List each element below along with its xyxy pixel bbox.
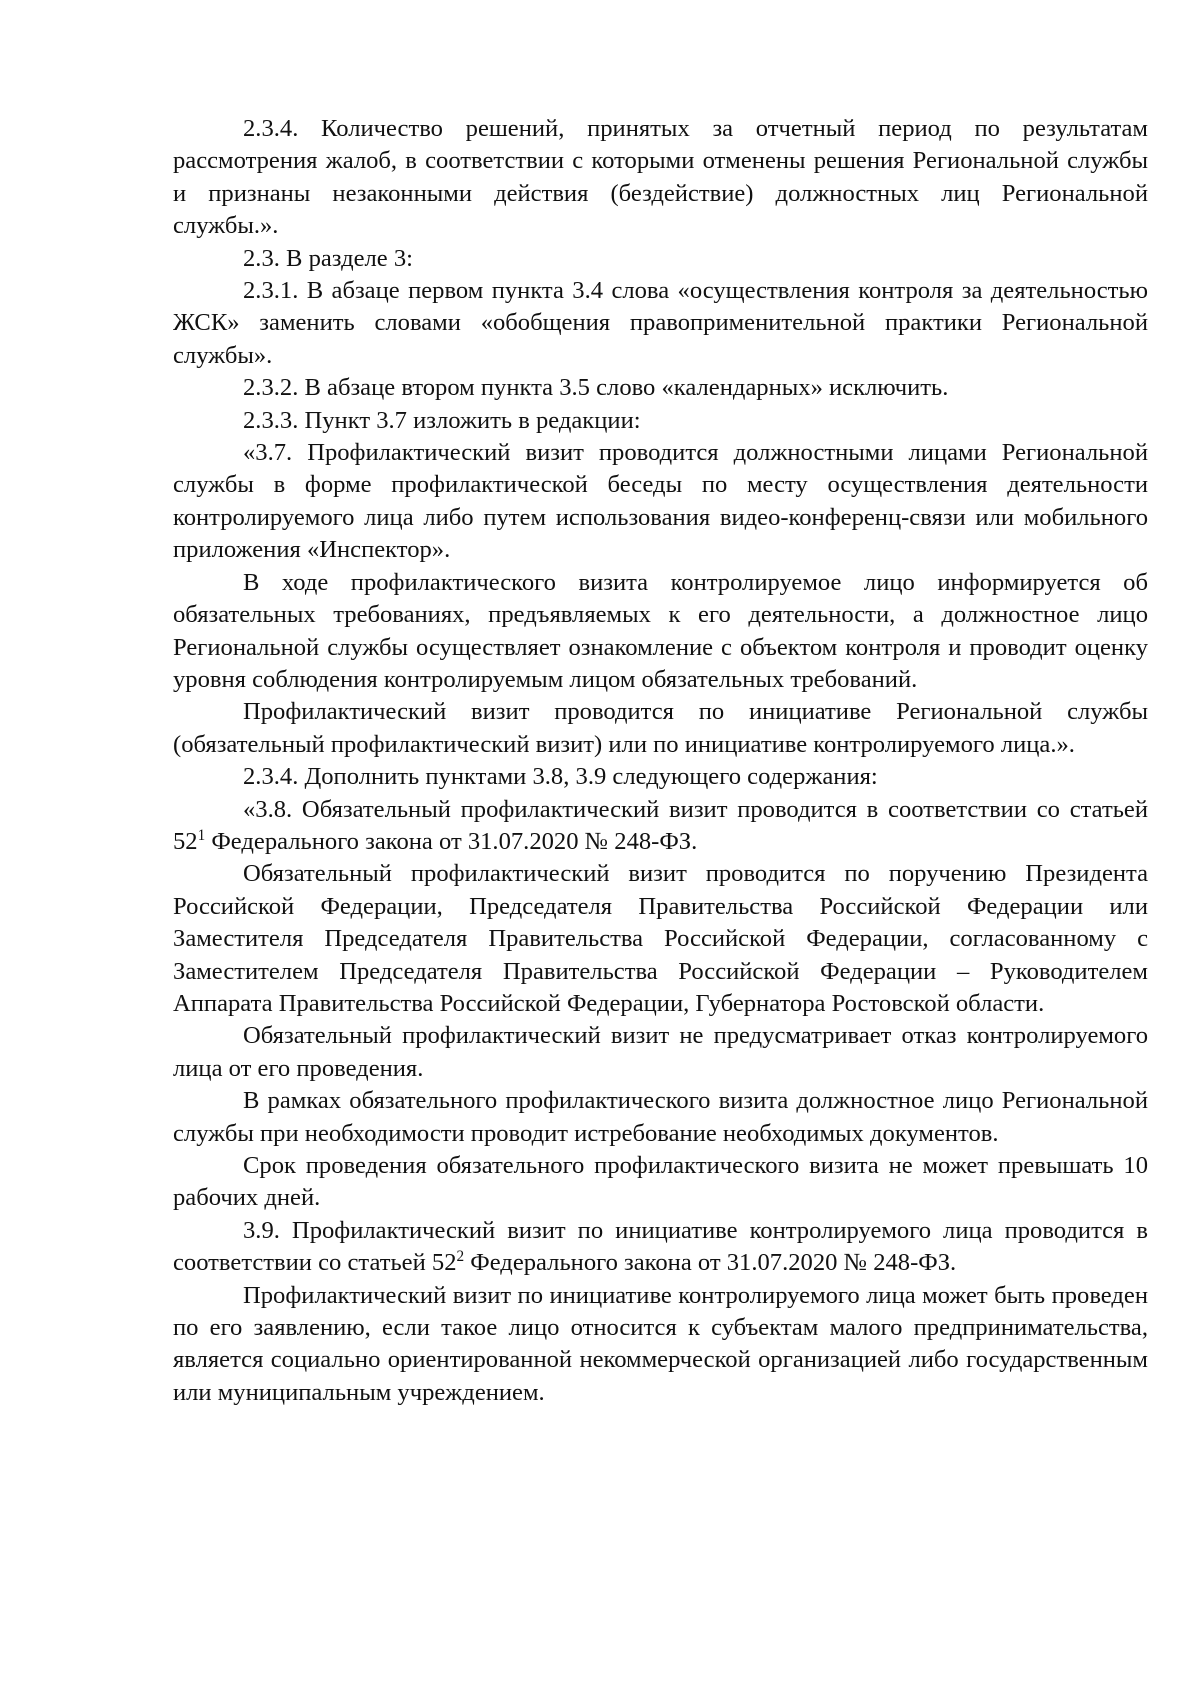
paragraph-3-7-informing: В ходе профилактического визита контролируемое лицо информируется об обязательных требованиях, предъявляемых к его деятельности, а должностное лицо Региональной службы осуществляет ознакомление с объектом контроля и проводит оценку уровня соблюдения контролируемым лицом обязательных требований. [173, 568, 1148, 693]
paragraph-3-8 [173, 794, 1148, 859]
paragraph-3-8-instruction: Обязательный профилактический визит проводится по поручению Президента Российской Федерации, Председателя Правительства Российской Федерации или Заместителя Председателя Правительства Российской Федерации, согласованному с Заместителем Председателя Правительства Российской Федерации – Руководителем Аппарата Правительства Российской Федерации, Губернатора Ростовской области. [173, 860, 1148, 1017]
paragraph-2-3-4-complaints: 2.3.4. Количество решений, принятых за отчетный период по результатам рассмотрения жалоб, в соответствии с которыми отменены решения Региональной службы и признаны незаконными действия (бездействие) должностных лиц Региональной службы.». [173, 115, 1148, 240]
paragraph-3-8-text-before: «3.8. Обязательный профилактический визит проводится в соответствии со статьей 52 [173, 795, 1148, 855]
paragraph-3-8-text-after: Федерального закона от 31.07.2020 № 248-ФЗ. [205, 827, 698, 855]
paragraph-section-3-heading: 2.3. В разделе 3: [243, 244, 413, 272]
document-body [173, 113, 1148, 1409]
superscript-1: 1 [197, 826, 206, 844]
paragraph-2-3-2: 2.3.2. В абзаце втором пункта 3.5 слово «календарных» исключить. [243, 374, 949, 402]
paragraph-3-8-duration: Срок проведения обязательного профилактического визита не может превышать 10 рабочих дней. [173, 1152, 1148, 1212]
paragraph-3-9-text-before: 3.9. Профилактический визит по инициативе контролируемого лица проводится в соответствии со статьей 52 [173, 1216, 1148, 1277]
paragraph-3-7-initiative: Профилактический визит проводится по инициативе Региональной службы (обязательный профилактический визит) или по инициативе контролируемого лица.». [173, 698, 1148, 758]
paragraph-2-3-3: 2.3.3. Пункт 3.7 изложить в редакции: [243, 406, 641, 434]
paragraph-3-9-application: Профилактический визит по инициативе контролируемого лица может быть проведен по его заявлению, если такое лицо относится к субъектам малого предпринимательства, является социально ориентированной некоммерческой организацией либо государственным или муниципальным учреждением. [173, 1281, 1148, 1406]
paragraph-3-7: «3.7. Профилактический визит проводится должностными лицами Региональной службы в форме профилактической беседы по месту осуществления деятельности контролируемого лица либо путем использования видео-конференц-связи или мобильного приложения «Инспектор». [173, 439, 1148, 564]
paragraph-3-8-documents: В рамках обязательного профилактического визита должностное лицо Региональной службы при необходимости проводит истребование необходимых документов. [173, 1087, 1148, 1147]
paragraph-2-3-4-add-points: 2.3.4. Дополнить пунктами 3.8, 3.9 следующего содержания: [243, 763, 878, 791]
paragraph-3-9 [173, 1215, 1148, 1280]
paragraph-3-9-text-after: Федерального закона от 31.07.2020 № 248-ФЗ. [464, 1249, 957, 1277]
superscript-2: 2 [456, 1248, 465, 1266]
paragraph-3-8-no-refusal: Обязательный профилактический визит не предусматривает отказ контролируемого лица от его проведения. [173, 1022, 1148, 1082]
paragraph-2-3-1: 2.3.1. В абзаце первом пункта 3.4 слова «осуществления контроля за деятельностью ЖСК» заменить словами «обобщения правоприменительной практики Региональной службы». [173, 277, 1148, 369]
